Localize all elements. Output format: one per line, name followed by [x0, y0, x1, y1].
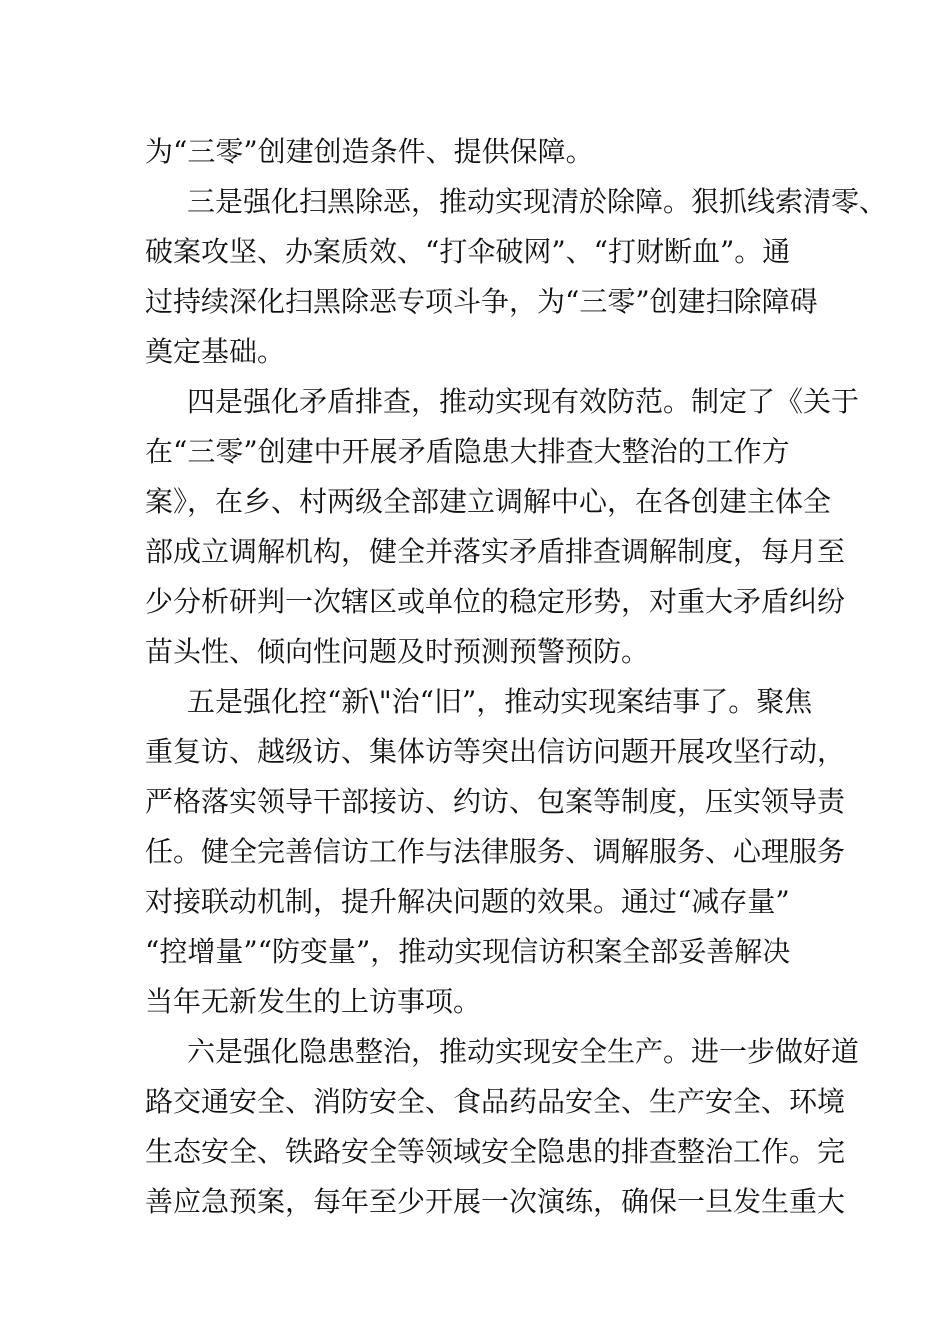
text-line: 严格落实领导干部接访、约访、包案等制度，压实领导责: [145, 785, 846, 818]
text-line: 为“三零”创建创造条件、提供保障。: [145, 135, 594, 168]
paragraph-start: 六是强化隐患整治，推动实现安全生产。进一步做好道: [187, 1035, 860, 1068]
paragraph-start: 三是强化扫黑除恶，推动实现清於除障。狠抓线索清零、: [187, 185, 888, 218]
paragraph-start: 四是强化矛盾排查，推动实现有效防范。制定了《关于: [187, 385, 860, 418]
text-line: 重复访、越级访、集体访等突出信访问题开展攻坚行动，: [145, 735, 846, 768]
text-line: 当年无新发生的上访事项。: [145, 985, 482, 1018]
text-line: 苗头性、倾向性问题及时预测预警预防。: [145, 635, 650, 668]
text-line: 生态安全、铁路安全等领域安全隐患的排查整治工作。完: [145, 1135, 846, 1168]
text-line: 部成立调解机构，健全并落实矛盾排查调解制度，每月至: [145, 535, 846, 568]
paragraph-start: 五是强化控“新\"治“旧”，推动实现案结事了。聚焦: [187, 685, 813, 718]
text-line: 路交通安全、消防安全、食品药品安全、生产安全、环境: [145, 1085, 846, 1118]
text-line: 过持续深化扫黑除恶专项斗争，为“三零”创建扫除障碍: [145, 285, 818, 318]
text-line: 任。健全完善信访工作与法律服务、调解服务、心理服务: [145, 835, 846, 868]
text-line: 奠定基础。: [145, 335, 286, 368]
text-line: 少分析研判一次辖区或单位的稳定形势，对重大矛盾纠纷: [145, 585, 846, 618]
text-line: 善应急预案，每年至少开展一次演练，确保一旦发生重大: [145, 1185, 846, 1218]
text-line: 对接联动机制，提升解决问题的效果。通过“减存量”: [145, 885, 790, 918]
text-line: 破案攻坚、办案质效、“打伞破网”、“打财断血”。通: [145, 235, 791, 268]
text-line: 案》，在乡、村两级全部建立调解中心，在各创建主体全: [145, 485, 832, 518]
text-line: “控增量”“防变量”，推动实现信访积案全部妥善解决: [145, 935, 791, 968]
text-line: 在“三零”创建中开展矛盾隐患大排查大整治的工作方: [145, 435, 790, 468]
